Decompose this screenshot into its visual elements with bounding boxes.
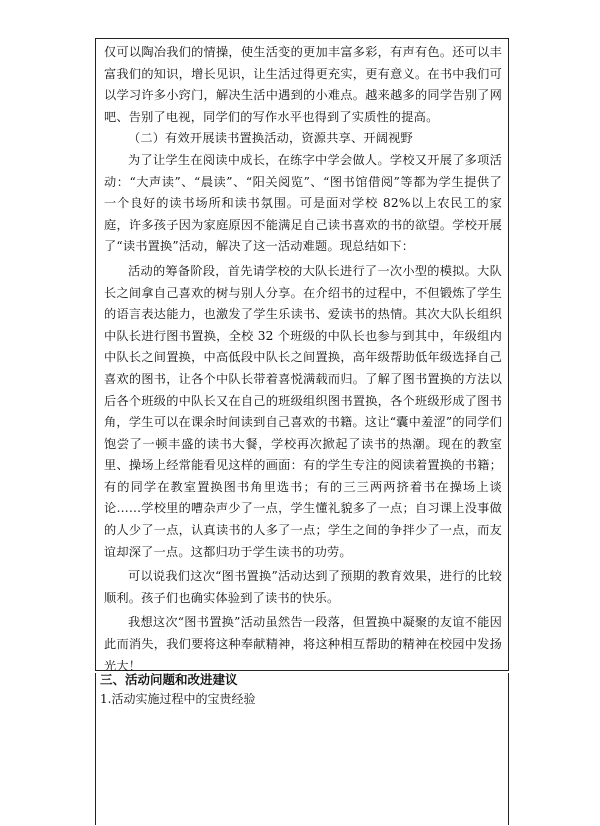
section-heading: 三、活动问题和改进建议 bbox=[100, 672, 238, 687]
body-text bbox=[104, 42, 502, 677]
paragraph-3: 活动的筹备阶段，首先请学校的大队长进行了一次小型的模拟。大队长之间拿自己喜欢的树与别人分享。在介绍书的过程中，不但锻炼了学生的语言表达能力，也激发了学生乐读书、爱读书的热情。其次大队长组织中队长进行图书置换，全校 32 个班级的中队长也参与到其中，年级组内中队长之间置换，中高低段中队长之间置换，高年级帮助低年级选择自己喜欢的图书，让各个中队长带着喜悦满载而归。了解了图书置换的方法以后各个班级的中队长又在自己的班级组织图书置换，各个班级形成了图书角，学生可以在课余时间读到自己喜欢的书籍。这让“囊中羞涩”的同学们饱尝了一顿丰盛的读书大餐，学校再次掀起了读书的热潮。现在的教室里、操场上经常能看见这样的画面：有的学生专注的阅读着置换的书籍；有的同学在教室置换图书角里选书；有的三三两两挤着书在操场上谈论……学校里的嘈杂声少了一点，学生懂礼貌多了一点；自习课上没事做的人少了一点，认真读书的人多了一点；学生之间的争拌少了一点，而友谊却深了一点。这都归功于学生读书的功劳。 bbox=[104, 263, 502, 559]
subheading: 1.活动实施过程中的宝贵经验 bbox=[100, 692, 256, 706]
paragraph-4: 可以说我们这次“图书置换”活动达到了预期的教育效果，进行的比较顺利。孩子们也确实体验到了读书的快乐。 bbox=[104, 569, 502, 605]
subsection-heading: （二）有效开展读书置换活动，资源共享、开阔视野 bbox=[128, 131, 413, 146]
paragraph-2: 为了让学生在阅读中成长，在练字中学会做人。学校又开展了多项活动：“大声读”、“晨读”、“阳关阅览”、“图书馆借阅”等都为学生提供了一个良好的读书场所和读书氛围。可是面对学校 82%以上农民工的家庭，许多孩子因为家庭原因不能满足自己读书喜欢的书的欲望。学校开展了“读书置换”活动，解决了这一活动难题。现总结如下： bbox=[104, 152, 502, 254]
paragraph-5: 我想这次“图书置换”活动虽然告一段落，但置换中凝聚的友谊不能因此而消失，我们要将这种奉献精神，将这种相互帮助的精神在校园中发扬光大！ bbox=[104, 615, 502, 673]
paragraph-1: 仅可以陶冶我们的情操，使生活变的更加丰富多彩，有声有色。还可以丰富我们的知识，增长见识，让生活过得更充实，更有意义。在书中我们可以学习许多小窍门，解决生活中遇到的小难点。越来越多的同学告别了网吧、告别了电视，同学们的写作水平也得到了实质性的提高。 bbox=[104, 45, 502, 124]
